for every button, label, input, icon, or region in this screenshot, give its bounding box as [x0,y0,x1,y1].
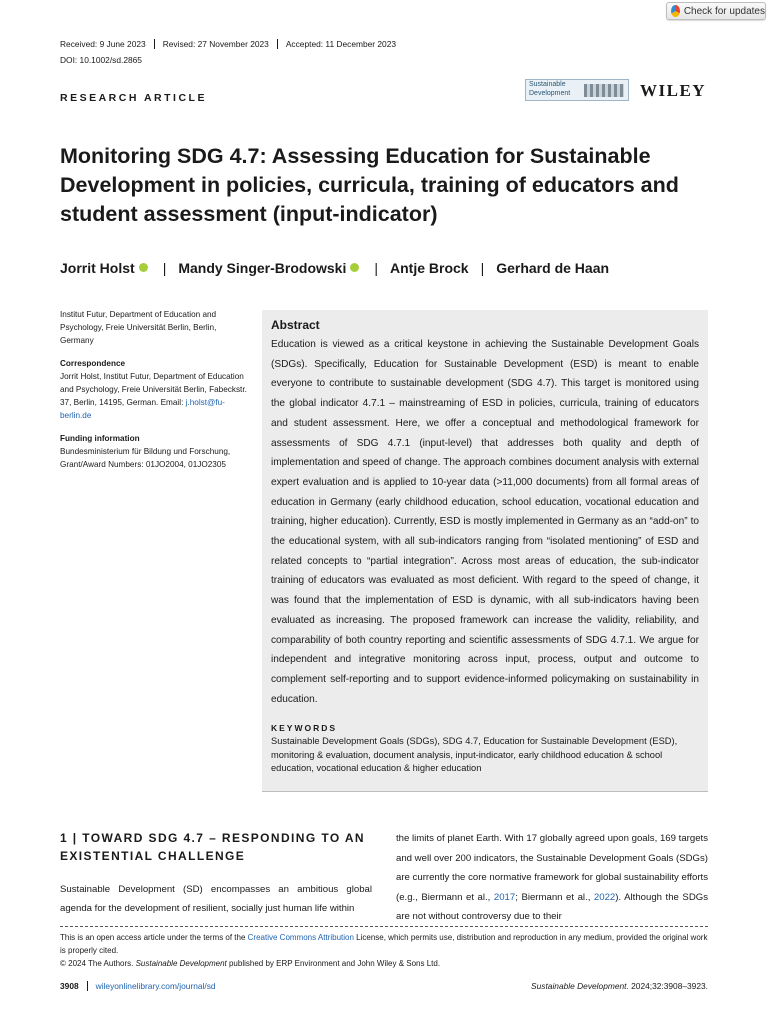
abstract-divider [262,791,708,792]
author-list [60,260,609,276]
footnote-divider [60,926,708,927]
license-link[interactable]: Creative Commons Attribution [247,933,354,942]
author-name[interactable]: Jorrit Holst [60,260,135,276]
abstract-box [262,310,708,792]
article-type: RESEARCH ARTICLE [60,92,207,104]
keywords-text: Sustainable Development Goals (SDGs), SDG 4.7, Education for Sustainable Development (ESD), monitoring & evaluation, document analysis, input-indicator, early childhood education & school education, vocational education & higher education [271,736,678,774]
author-separator: | [374,260,378,276]
check-for-updates-button[interactable] [666,2,766,20]
journal-site-link[interactable]: wileyonlinelibrary.com/journal/sd [95,981,216,991]
author-separator: | [480,260,485,276]
citation-link[interactable]: 2022 [593,891,616,903]
journal-logo [525,79,629,101]
author-name[interactable]: Mandy Singer-Brodowski [178,260,347,276]
orcid-icon[interactable] [350,263,359,272]
article-info-sidebar [60,308,250,471]
orcid-icon[interactable] [139,263,148,272]
body-text-right: the limits of planet Earth. With 17 globally agreed upon goals, 169 targets and well over 200 indicators, the Sustainable Development Goals (SDGs) are currently the core normative framework for global sustainability efforts (e.g., Biermann et al., 2017; Biermann et al., 2022). Although the SDGs are not without controversy due to their [396,833,709,922]
section-heading: 1 | TOWARD SDG 4.7 – RESPONDING TO AN EXISTENTIAL CHALLENGE [60,831,365,863]
journal-logo-line2: Development [529,89,571,97]
license-text: This is an open access article under the terms of the Creative Commons Attribution License, which permits use, distribution and reproduction in any medium, provided the original work is properly cited. [60,933,708,955]
doi: DOI: 10.1002/sd.2865 [60,55,142,65]
received-date: Received: 9 June 2023 [60,39,146,49]
accepted-date: Accepted: 11 December 2023 [277,39,404,49]
email-link[interactable]: j.holst@fu-berlin.de [60,398,225,420]
citation-link[interactable]: 2017 [493,891,516,903]
article-title: Monitoring SDG 4.7: Assessing Education for Sustainable Development in policies, curricula, training of educators and student assessment (input-indicator) [60,144,679,226]
page-number: 3908 [60,981,88,991]
license-footnote [60,931,710,970]
abstract-heading: Abstract [271,318,320,332]
author-name[interactable]: Antje Brock [390,260,469,276]
copyright-text: © 2024 The Authors. Sustainable Development published by ERP Environment and John Wiley & Sons Ltd. [60,959,441,968]
abstract-text: Education is viewed as a critical keystone in achieving the Sustainable Development Goals (SDGs). Specifically, Education for Sustainable Development (ESD) is meant to enable everyone to contribute to sustainable development (SDG 4.7). This target is monitored using the global indicator 4.7.1 – mainstreaming of ESD in policies, curricula, training of educators and student assessment. Here, we offer a conceptual and methodological framework for assessments of SDG 4.7.1 (input-level) that addresses both quality and depth of implementation and speed of change. The approach combines document analysis with external expert evaluation and is applied to 10-year data (>11,000 documents) from all formal areas of education in Germany (early childhood education, school education, vocational education and training, higher education). Currently, ESD is mostly implemented in Germany as an “add-on” to the educational system, with all sub-indicators ranging from “isolated mentioning” of ESD and related concepts to “partial integration”. Across most areas of education, the sub-indicator training of educators was evaluated as most deficient. With regard to the speed of change, it was found that the implementation of ESD is dynamic, with all sub-indicators having been evaluated as increasing. The proposed framework can increase the validity, reliability, and comparability of both country reporting and scientific assessments of SDG 4.7.1. We argue for independent and integrative monitoring across input, process, output and outcome to complement self-reporting and to support evidence-informed policymaking on sustainability in education. [271,339,699,705]
body-text-left: Sustainable Development (SD) encompasses an ambitious global agenda for the development of resilient, socially just human life within [60,884,372,914]
author-separator: | [162,260,167,276]
check-for-updates-label: Check for updates [683,5,765,17]
citation-info: Sustainable Development. 2024;32:3908–3923. [531,981,708,991]
funding-text: Bundesministerium für Bildung und Forschung, Grant/Award Numbers: 01JO2004, 01JO2305 [60,447,231,469]
publisher-logo: WILEY [640,81,707,100]
correspondence-heading: Correspondence [60,359,126,368]
keywords-heading: KEYWORDS [271,723,338,734]
journal-logo-line1: Sustainable [529,81,566,88]
page-footer [60,981,708,991]
affiliation: Institut Futur, Department of Education and Psychology, Freie Universität Berlin, Berlin, Germany [60,310,217,345]
correspondence-text: Jorrit Holst, Institut Futur, Department of Education and Psychology, Freie Universität Berlin, Fabeckstr. 37, Berlin, 14195, German. Email: j.holst@fu-berlin.de [60,372,247,420]
journal-cover-thumbnail [584,84,624,97]
crossmark-icon [671,5,680,17]
funding-heading: Funding information [60,434,140,443]
revised-date: Revised: 27 November 2023 [154,39,277,49]
author-name[interactable]: Gerhard de Haan [496,260,610,276]
article-dates [60,39,404,49]
email-label: Email: [160,398,184,407]
